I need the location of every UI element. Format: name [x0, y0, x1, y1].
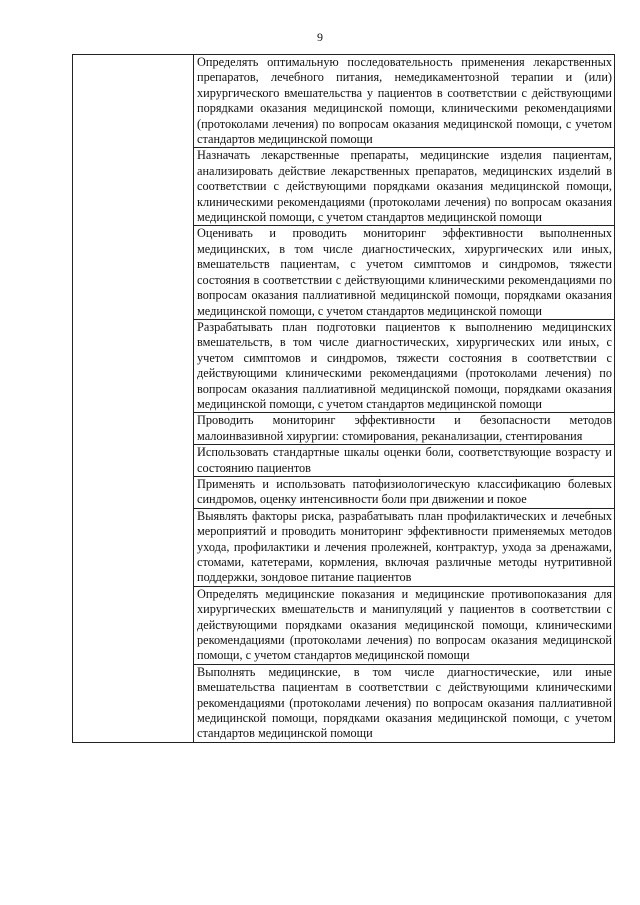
table-cell-text: Определять оптимальную последовательность применения лекарственных препаратов, лечебного питания, немедикаментозной терапии и (или) хирургического вмешательства у пациентов в соответствии с действующими порядками оказания медицинской помощи, клиническими рекомендациями (протоколами лечения) по вопросам оказания медицинской помощи, с учетом стандартов медицинской помощи	[197, 55, 612, 147]
table-cell-text: Назначать лекарственные препараты, медицинские изделия пациентам, анализировать действие лекарственных препаратов, медицинских изделий в соответствии с действующими порядками оказания медицинской помощи, клиническими рекомендациями (протоколами лечения) по вопросам оказания медицинской помощи, с учетом стандартов медицинской помощи	[197, 148, 612, 225]
table-cell	[194, 586, 615, 664]
table-row	[73, 55, 615, 148]
table-cell	[194, 476, 615, 508]
table-cell	[194, 508, 615, 586]
table-cell	[194, 413, 615, 445]
table-cell-text: Разрабатывать план подготовки пациентов к выполнению медицинских вмешательств, в том числе диагностических, хирургических или иных, с учетом симптомов и синдромов, тяжести состояния в соответствии с действующими клиническими рекомендациями (протоколами лечения) по вопросам оказания паллиативной медицинской помощи, порядками оказания медицинской помощи, с учетом стандартов медицинской помощи	[197, 319, 612, 411]
table-cell-text: Выполнять медицинские, в том числе диагностические, или иные вмешательства пациентам в соответствии с действующими клиническими рекомендациями (протоколами лечения) по вопросам оказания паллиативной медицинской помощи, порядками оказания медицинской помощи, с учетом стандартов медицинской помощи	[197, 664, 612, 741]
table-cell	[194, 319, 615, 412]
table-cell-text: Оценивать и проводить мониторинг эффективности выполненных медицинских, в том числе диагностических, хирургических или иных, вмешательств пациентам, с учетом симптомов и синдромов, тяжести состояния в соответствии с действующими клиническими рекомендациями по вопросам оказания паллиативной медицинской помощи, порядками оказания медицинской помощи, с учетом стандартов медицинской помощи	[197, 226, 612, 318]
table-cell	[194, 148, 615, 226]
table-cell-text: Применять и использовать патофизиологическую классификацию болевых синдромов, оценку интенсивности боли при движении и покое	[197, 476, 612, 507]
table-cell	[194, 226, 615, 319]
table-cell-text: Проводить мониторинг эффективности и безопасности методов малоинвазивной хирургии: стомирования, реканализации, стентирования	[197, 413, 612, 443]
table-cell-text: Выявлять факторы риска, разрабатывать план профилактических и лечебных мероприятий и проводить мониторинг эффективности применяемых методов ухода, профилактики и лечения пролежней, контрактур, ухода за дренажами, стомами, катетерами, кормления, включая различные методы нутритивной поддержки, зондовое питание пациентов	[197, 508, 612, 585]
table-cell	[194, 664, 615, 742]
table-left-cell	[73, 55, 194, 743]
table-cell	[194, 55, 615, 148]
table-cell	[194, 445, 615, 477]
table-cell-text: Определять медицинские показания и медицинские противопоказания для хирургических вмешательств и манипуляций у пациентов в соответствии с действующими порядками оказания медицинской помощи, клиническими рекомендациями (протоколами лечения) по вопросам оказания медицинской помощи, с учетом стандартов медицинской помощи	[197, 586, 612, 663]
skills-table	[72, 54, 615, 743]
page-number: 9	[317, 30, 323, 44]
table-cell-text: Использовать стандартные шкалы оценки боли, соответствующие возрасту и состоянию пациентов	[197, 445, 612, 475]
